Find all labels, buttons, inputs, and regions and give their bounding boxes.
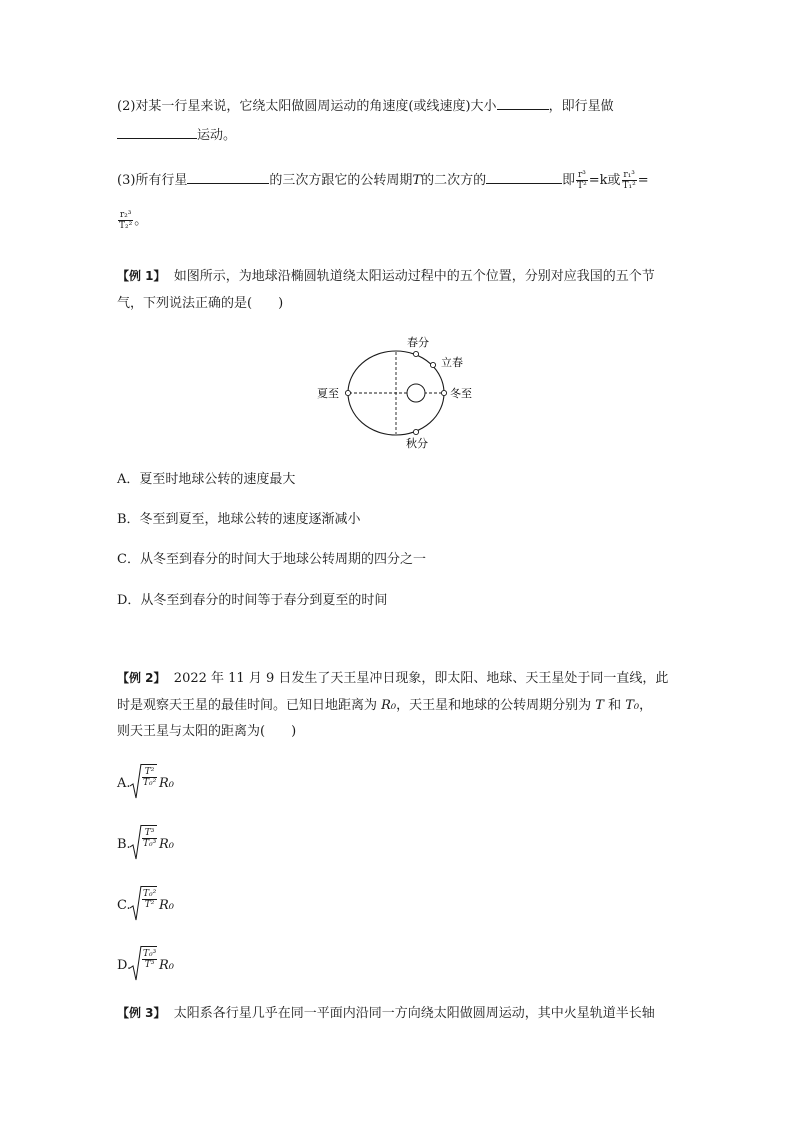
answer-blank[interactable]	[497, 96, 549, 110]
example-2-text: ，	[639, 698, 653, 713]
example-2-text: 和	[603, 698, 626, 713]
answer-blank[interactable]	[117, 125, 197, 139]
example-2-option-b[interactable]	[117, 823, 197, 863]
question-3-text: 的二次方的	[421, 173, 487, 188]
question-2-text: 运动。	[197, 128, 237, 143]
example-3-line-1	[117, 1005, 655, 1022]
label-spring-equinox: 春分	[407, 336, 429, 349]
radicand-fraction: $\frac{\text{T₀²}}{\text{T²}}$	[143, 889, 157, 910]
variable-t0: T₀	[625, 698, 640, 713]
example-2-option-c[interactable]	[117, 884, 197, 924]
question-2-text: ，即行星做	[548, 99, 614, 114]
variable-r0: R₀	[159, 958, 174, 973]
example-2-option-a[interactable]	[117, 762, 197, 802]
label-start-of-spring: 立春	[441, 356, 463, 369]
option-letter: D.	[117, 958, 132, 973]
example-3-text: 太阳系各行星几乎在同一平面内沿同一方向绕太阳做圆周运动，其中火星轨道半长轴	[173, 1006, 655, 1021]
earth-position-autumn-equinox	[413, 429, 418, 434]
example-1-line-1	[117, 268, 655, 285]
radicand-fraction: $\frac{\text{T₀³}}{\text{T³}}$	[143, 949, 157, 970]
variable-r0: R₀	[159, 776, 174, 791]
question-2-text: (2)对某一行星来说，它绕太阳做圆周运动的角速度(或线速度)大小	[117, 99, 497, 114]
earth-position-start-of-spring	[430, 362, 435, 367]
fraction-r3-t2: $\frac{\text{r³}}{\text{T²}}$	[577, 170, 587, 191]
question-3-text: 的三次方跟它的公转周期	[269, 173, 413, 188]
equals-sign: =	[637, 173, 649, 188]
option-letter: B.	[117, 837, 131, 852]
example-2-label: 【例 2】	[117, 671, 166, 685]
question-3-line-2	[117, 210, 147, 231]
example-2-text: ，天王星和地球的公转周期分别为	[396, 698, 596, 713]
example-1-option-d[interactable]: D．从冬至到春分的时间等于春分到夏至的时间	[117, 593, 388, 608]
example-2-text: 则天王星与太阳的距离为( )	[117, 724, 297, 739]
example-2-text: 时是观察天王星的最佳时间。已知日地距离为	[117, 698, 382, 713]
radical-sign-icon	[129, 762, 143, 802]
example-3-label: 【例 3】	[117, 1006, 166, 1020]
radicand-fraction: $\frac{\text{T²}}{\text{T₀²}}$	[143, 767, 157, 788]
orbit-diagram	[310, 330, 480, 450]
option-letter: A.	[117, 776, 131, 791]
example-1-line-2	[117, 296, 283, 312]
example-2-line-3	[117, 724, 296, 740]
variable-r0: R₀	[159, 898, 174, 913]
example-1-text: 如图所示，为地球沿椭圆轨道绕太阳运动过程中的五个位置，分别对应我国的五个节	[173, 269, 655, 284]
example-2-option-d[interactable]	[117, 944, 197, 984]
example-2-text: 2022 年 11 月 9 日发生了天王星冲日现象，即太阳、地球、天王星处于同一直线，此	[173, 671, 669, 686]
variable-r0: R₀	[159, 837, 174, 852]
radicand-fraction: $\frac{\text{T³}}{\text{T₀³}}$	[143, 828, 157, 849]
earth-position-summer-solstice	[345, 390, 350, 395]
question-3-text: (3)所有行星	[117, 173, 188, 188]
earth-position-winter-solstice	[441, 390, 446, 395]
example-2-line-2	[117, 698, 652, 714]
variable-r0: R₀	[381, 698, 397, 713]
example-1-option-c[interactable]: C．从冬至到春分的时间大于地球公转周期的四分之一	[117, 552, 426, 567]
variable-t: T	[412, 173, 422, 188]
question-2-line-1	[117, 96, 614, 115]
answer-blank[interactable]	[187, 170, 269, 184]
example-1-option-b[interactable]: B．冬至到夏至，地球公转的速度逐渐减小	[117, 512, 361, 527]
example-1-text: 气，下列说法正确的是( )	[117, 296, 284, 311]
question-3-text: 即	[562, 173, 576, 188]
equals-k: =k或	[588, 173, 621, 188]
question-3-line-1	[117, 170, 649, 191]
example-2-line-1	[117, 670, 668, 687]
radical-sign-icon	[129, 884, 143, 924]
earth-position-spring-equinox	[413, 351, 418, 356]
fraction-r1-t1: $\frac{\text{r₁³}}{\text{T₁²}}$	[622, 170, 636, 191]
radical-sign-icon	[129, 944, 143, 984]
fraction-r2-t2: $\frac{\text{r₂³}}{\text{T₂²}}$	[119, 210, 133, 231]
period-mark: 。	[134, 213, 148, 228]
example-1-label: 【例 1】	[117, 269, 166, 283]
sun-circle	[407, 384, 425, 402]
label-summer-solstice: 夏至	[317, 387, 339, 400]
label-autumn-equinox: 秋分	[406, 437, 428, 450]
option-letter: C.	[117, 898, 131, 913]
example-1-option-a[interactable]: A．夏至时地球公转的速度最大	[117, 472, 296, 487]
radical-sign-icon	[129, 823, 143, 863]
question-2-line-2	[117, 125, 236, 144]
answer-blank[interactable]	[486, 170, 562, 184]
variable-t: T	[595, 698, 604, 713]
label-winter-solstice: 冬至	[450, 387, 472, 400]
